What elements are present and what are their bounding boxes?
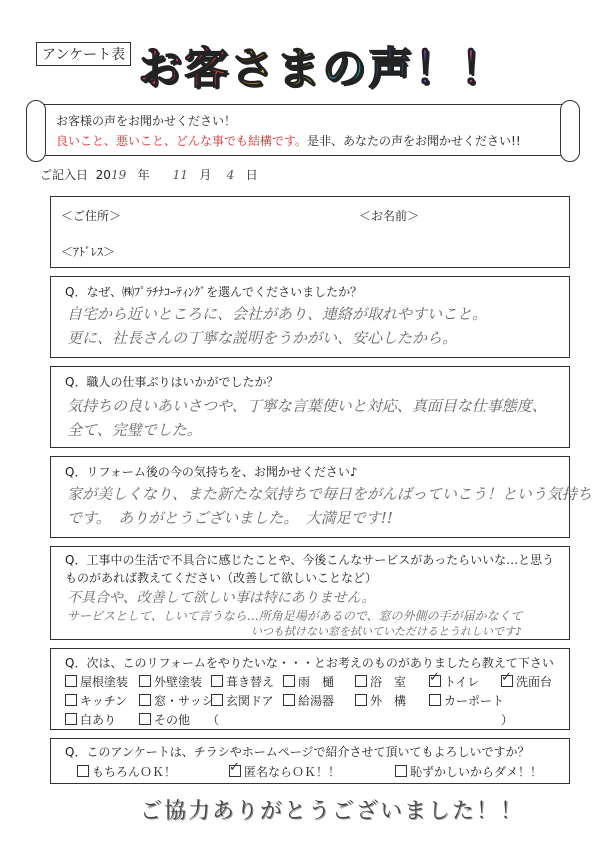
option-label: トイレ	[444, 675, 480, 689]
q4-box	[50, 546, 570, 640]
title-char: ！	[414, 43, 460, 94]
checkbox[interactable]	[65, 694, 77, 706]
q5-option[interactable]	[65, 711, 116, 728]
q6-option[interactable]	[77, 763, 176, 780]
scroll-curl-left	[26, 100, 46, 162]
checkbox[interactable]	[429, 694, 441, 706]
month-value: 11	[172, 168, 188, 182]
q3-box	[50, 456, 592, 538]
title-char: ！	[460, 43, 506, 94]
option-label: 外 構	[370, 694, 407, 708]
thanks-message: ご協力ありがとうございました！！	[140, 799, 525, 824]
year-value: 19	[110, 168, 127, 182]
title-char: 客	[184, 43, 230, 94]
q4-question-line2: ものがあれば教えてください（改善して欲しいことなど）	[65, 571, 378, 585]
q4-answer-line2: サービスとして、しいて言うなら…所角足場があるので、窓の外側の手が届かなくて	[67, 609, 523, 623]
intro-rest-text: 是非、あなたの声をお聞かせください!!	[307, 134, 521, 148]
checkbox[interactable]	[139, 713, 151, 725]
checkbox[interactable]	[211, 694, 223, 706]
year-prefix: 20	[95, 168, 111, 182]
q1-answer-line1: 自宅から近いところに、会社があり、連絡が取れやすいこと。	[67, 305, 488, 323]
option-label: キッチン	[80, 694, 128, 708]
option-label: 匿名ならＯＫ！！	[244, 765, 341, 779]
intro-line-2	[56, 132, 521, 149]
name-label: ＜お名前＞	[359, 209, 420, 223]
day-unit: 日	[245, 168, 258, 182]
address-label: ＜ご住所＞	[61, 209, 122, 223]
option-label: 給湯器	[298, 694, 335, 708]
q2-box	[50, 366, 570, 448]
q5-option[interactable]	[65, 692, 127, 709]
option-label: その他	[154, 713, 191, 727]
option-label: カーポート	[444, 694, 505, 708]
date-label: ご記入日	[40, 168, 89, 182]
q5-option[interactable]	[139, 673, 202, 690]
checkbox[interactable]	[139, 694, 151, 706]
q6-option[interactable]	[229, 763, 340, 780]
title-char: さ	[230, 43, 276, 94]
q5-option[interactable]	[139, 692, 214, 709]
option-label: 浴 室	[370, 675, 407, 689]
option-label: 屋根塗装	[80, 675, 129, 689]
checkbox[interactable]	[283, 694, 295, 706]
option-label: 玄関ドア	[226, 694, 274, 708]
other-close-paren: ）	[501, 713, 514, 727]
day-value: 4	[226, 168, 235, 182]
checkbox[interactable]	[229, 765, 241, 777]
option-label: 葺き替え	[226, 675, 275, 689]
checkbox[interactable]	[283, 675, 295, 687]
q5-option[interactable]	[283, 673, 334, 690]
q3-answer-line1: 家が美しくなり、また新たな気持ちで毎日をがんばっていこう！という気持ち	[67, 485, 592, 503]
q4-question-line1: Q．工事中の生活で不具合に感じたことや、今後こんなサービスがあったらいいな…と思う	[65, 553, 555, 567]
q5-option[interactable]	[429, 692, 504, 709]
other-open-paren: （	[207, 713, 220, 727]
q1-box	[50, 276, 570, 358]
q5-option[interactable]	[139, 711, 190, 728]
q2-answer-line2: 全て、完璧でした。	[67, 421, 202, 439]
q6-question: Q．このアンケートは、チラシやホームページで紹介させて頂いてもよろしいですか？	[65, 745, 530, 759]
option-label: 窓・サッシ	[154, 694, 214, 708]
q5-box	[50, 648, 570, 730]
survey-tag: アンケート表	[36, 42, 131, 66]
q5-option[interactable]	[65, 673, 128, 690]
q4-answer-line3: いつも拭けない窓を拭いていただけるとうれしいです♪	[251, 625, 523, 638]
option-label: 外壁塗装	[154, 675, 203, 689]
month-unit: 月	[199, 168, 212, 182]
option-label: もちろんＯＫ！	[92, 765, 177, 779]
checkbox[interactable]	[139, 675, 151, 687]
title-char: 声	[368, 43, 414, 94]
q5-question: Q．次は、このリフォームをやりたいな・・・とお考えのものがありましたら教えて下さい	[65, 656, 554, 670]
q2-answer-line1: 気持ちの良いあいさつや、丁寧な言葉使いと対応、真面目な仕事態度、	[67, 397, 547, 415]
q5-option[interactable]	[211, 692, 274, 709]
checkbox[interactable]	[77, 765, 89, 777]
intro-line-1: お客様の声をお聞かせください！	[56, 114, 237, 128]
option-label: 白あり	[80, 713, 117, 727]
checkbox[interactable]	[211, 675, 223, 687]
checkbox[interactable]	[355, 675, 367, 687]
address-box	[50, 196, 570, 268]
checkbox[interactable]	[65, 675, 77, 687]
q3-question: Q．リフォーム後の今の気持ちを、お聞かせください♪	[65, 465, 358, 479]
checkbox[interactable]	[501, 675, 513, 687]
option-label: 雨 樋	[298, 675, 335, 689]
title-char: ま	[276, 43, 322, 94]
q2-question: Q．職人の仕事ぶりはいかがでしたか？	[65, 375, 279, 389]
checkbox[interactable]	[355, 694, 367, 706]
option-label: 恥ずかしいからダメ！！	[410, 765, 543, 779]
q5-option[interactable]	[211, 673, 274, 690]
q6-box	[50, 738, 570, 784]
title-char: お	[138, 43, 184, 94]
q5-option[interactable]	[429, 673, 479, 690]
q5-option[interactable]	[355, 692, 406, 709]
q3-answer-line2: です。 ありがとうございました。 大満足です!!	[67, 509, 393, 527]
intro-red-text: 良いこと、悪いこと、どんな事でも結構です。	[56, 134, 308, 148]
year-unit: 年	[137, 168, 150, 182]
email-label: ＜ｱﾄﾞﾚｽ＞	[61, 245, 116, 259]
page-title	[138, 32, 506, 96]
q1-answer-line2: 更に、社長さんの丁寧な説明をうかがい、安心したから。	[67, 329, 458, 347]
q5-option[interactable]	[501, 673, 552, 690]
q5-option[interactable]	[355, 673, 406, 690]
q1-question: Q．なぜ、㈱ﾌﾟﾗﾁﾅｺｰﾃｨﾝｸﾞを選んでくださいましたか？	[65, 285, 363, 299]
q5-option[interactable]	[283, 692, 334, 709]
q4-answer-line1: 不具合や、改善して欲しい事は特にありません。	[67, 590, 376, 606]
title-char: の	[322, 43, 368, 94]
q6-option[interactable]	[395, 763, 542, 780]
checkbox[interactable]	[429, 675, 441, 687]
option-label: 洗面台	[516, 675, 553, 689]
scroll-curl-right	[560, 100, 580, 162]
checkbox[interactable]	[65, 713, 77, 725]
date-row	[40, 166, 258, 183]
checkbox[interactable]	[395, 765, 407, 777]
